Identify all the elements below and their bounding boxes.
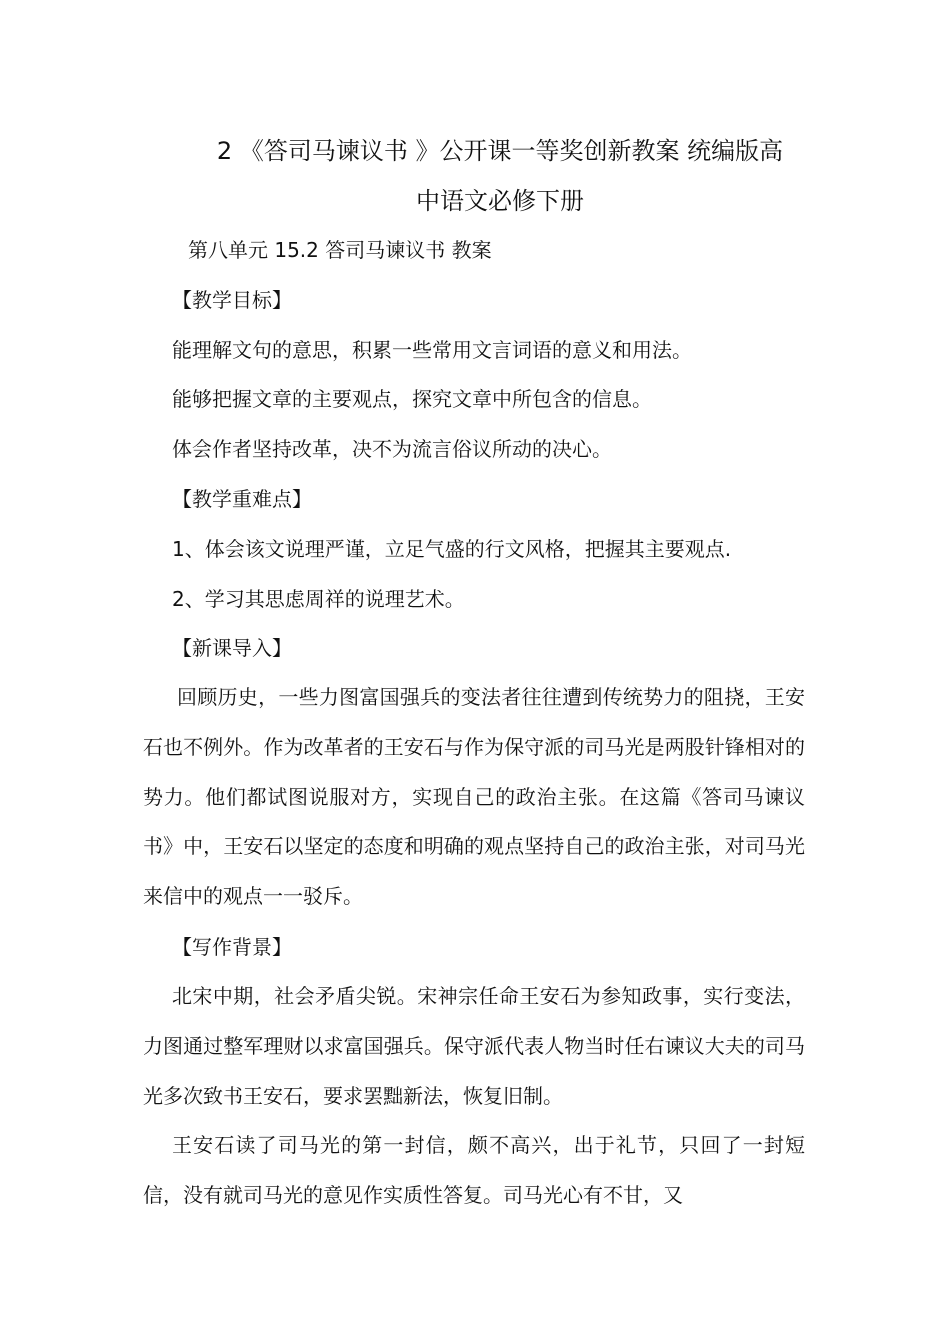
key-point-item: 2、学习其思虑周祥的说理艺术。: [172, 587, 465, 611]
goal-item: 能理解文句的意思，积累一些常用文言词语的意义和用法。: [172, 338, 692, 362]
goal-item: 能够把握文章的主要观点，探究文章中所包含的信息。: [172, 387, 652, 411]
goal-item: 体会作者坚持改革，决不为流言俗议所动的决心。: [172, 437, 612, 461]
background-paragraph: 北宋中期，社会矛盾尖锐。宋神宗任命王安石为参知政事，实行变法，力图通过整军理财以求富国强兵。保守派代表人物当时任右谏议大夫的司马光多次致书王安石，要求罢黜新法，恢复旧制。: [143, 984, 805, 1108]
intro-heading: 【新课导入】: [172, 636, 292, 660]
document-title-line-2: 中语文必修下册: [416, 187, 584, 215]
key-point-item: 1、体会该文说理严谨，立足气盛的行文风格，把握其主要观点.: [172, 537, 732, 561]
background-paragraph: 王安石读了司马光的第一封信，颇不高兴，出于礼节，只回了一封短信，没有就司马光的意见作实质性答复。司马光心有不甘，又: [143, 1133, 805, 1207]
document-title-line-1: 2 《答司马谏议书 》公开课一等奖创新教案 统编版高: [216, 137, 784, 165]
goals-heading: 【教学目标】: [172, 288, 292, 312]
background-heading: 【写作背景】: [172, 935, 292, 959]
document-subtitle: 第八单元 15.2 答司马谏议书 教案: [188, 238, 492, 262]
intro-paragraph: 回顾历史，一些力图富国强兵的变法者往往遭到传统势力的阻挠，王安石也不例外。作为改革者的王安石与作为保守派的司马光是两股针锋相对的势力。他们都试图说服对方，实现自己的政治主张。在这篇《答司马谏议书》中，王安石以坚定的态度和明确的观点坚持自己的政治主张，对司马光来信中的观点一一驳斥。: [143, 685, 805, 909]
key-points-heading: 【教学重难点】: [172, 487, 312, 511]
